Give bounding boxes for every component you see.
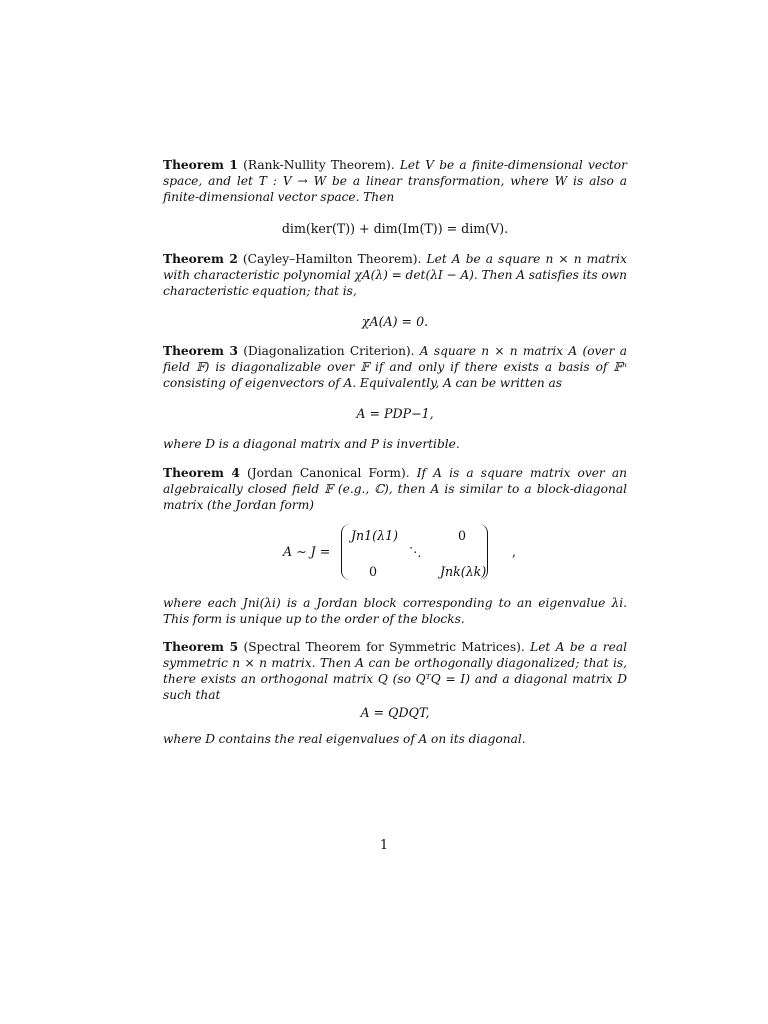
- theorem-4-body: If A is a square matrix over an algebraically closed field 𝔽 (e.g., ℂ), then A is similar to a block-diagonal matrix (the Jordan form): [163, 466, 627, 512]
- page-number: 1: [379, 838, 389, 853]
- theorem-5: [163, 639, 627, 703]
- jordan-form-equation: [283, 524, 523, 584]
- theorem-3: [163, 343, 627, 391]
- theorem-3-body: A square n × n matrix A (over a field 𝔽) is diagonalizable over 𝔽 if and only if there exists a basis of 𝔽ⁿ consisting of eigenvectors of A. Equivalently, A can be written as: [163, 344, 627, 390]
- equation-rank-nullity: dim(ker(T)) + dim(Im(T)) = dim(V).: [281, 221, 509, 236]
- theorem-1-body: Let V be a finite-dimensional vector space, and let T : V → W be a linear transformation, where W is also a finite-dimensional vector space. Then: [163, 158, 627, 204]
- theorem-2: [163, 251, 627, 299]
- theorem-4-label: Theorem 4: [163, 466, 240, 480]
- theorem-1: [163, 157, 627, 205]
- equation-cayley-hamilton: χA(A) = 0.: [361, 314, 429, 329]
- theorem-5-after: where D contains the real eigenvalues of A on its diagonal.: [163, 732, 526, 746]
- matrix-diagonal-dots: ⋱: [409, 544, 422, 559]
- jordan-block-top-left: Jn1(λ1): [351, 528, 398, 543]
- theorem-5-body: Let A be a real symmetric n × n matrix. Then A can be orthogonally diagonalized; that is, there exists an orthogonal matrix Q (so QᵀQ = I) and a diagonal matrix D such that: [163, 640, 627, 702]
- equation-diagonalization: A = PDP−1,: [356, 406, 434, 421]
- right-paren: [479, 524, 488, 580]
- matrix-zero-top-right: 0: [458, 528, 467, 543]
- theorem-4: [163, 465, 627, 513]
- theorem-4-note: (Jordan Canonical Form).: [246, 466, 410, 480]
- theorem-2-note: (Cayley–Hamilton Theorem).: [242, 252, 422, 266]
- theorem-2-label: Theorem 2: [163, 252, 238, 266]
- jordan-block-bottom-right: Jnk(λk): [440, 564, 487, 579]
- theorem-2-body: Let A be a square n × n matrix with characteristic polynomial χA(λ) = det(λI − A). Then A satisfies its own characteristic equation; that is,: [163, 252, 627, 298]
- matrix-zero-bottom-left: 0: [369, 564, 378, 579]
- equation-spectral: A = QDQT,: [360, 705, 430, 720]
- theorem-5-note: (Spectral Theorem for Symmetric Matrices).: [243, 640, 525, 654]
- theorem-4-after: where each Jni(λi) is a Jordan block corresponding to an eigenvalue λi. This form is unique up to the order of the blocks.: [163, 596, 627, 626]
- theorem-3-after: where D is a diagonal matrix and P is invertible.: [163, 437, 460, 451]
- theorem-5-label: Theorem 5: [163, 640, 239, 654]
- jordan-lhs: A ∼ J =: [283, 544, 331, 559]
- theorem-1-note: (Rank-Nullity Theorem).: [243, 158, 395, 172]
- theorem-1-label: Theorem 1: [163, 158, 238, 172]
- theorem-3-note: (Diagonalization Criterion).: [243, 344, 415, 358]
- jordan-trailing-comma: ,: [512, 544, 517, 559]
- theorem-3-label: Theorem 3: [163, 344, 238, 358]
- left-paren: [341, 524, 350, 580]
